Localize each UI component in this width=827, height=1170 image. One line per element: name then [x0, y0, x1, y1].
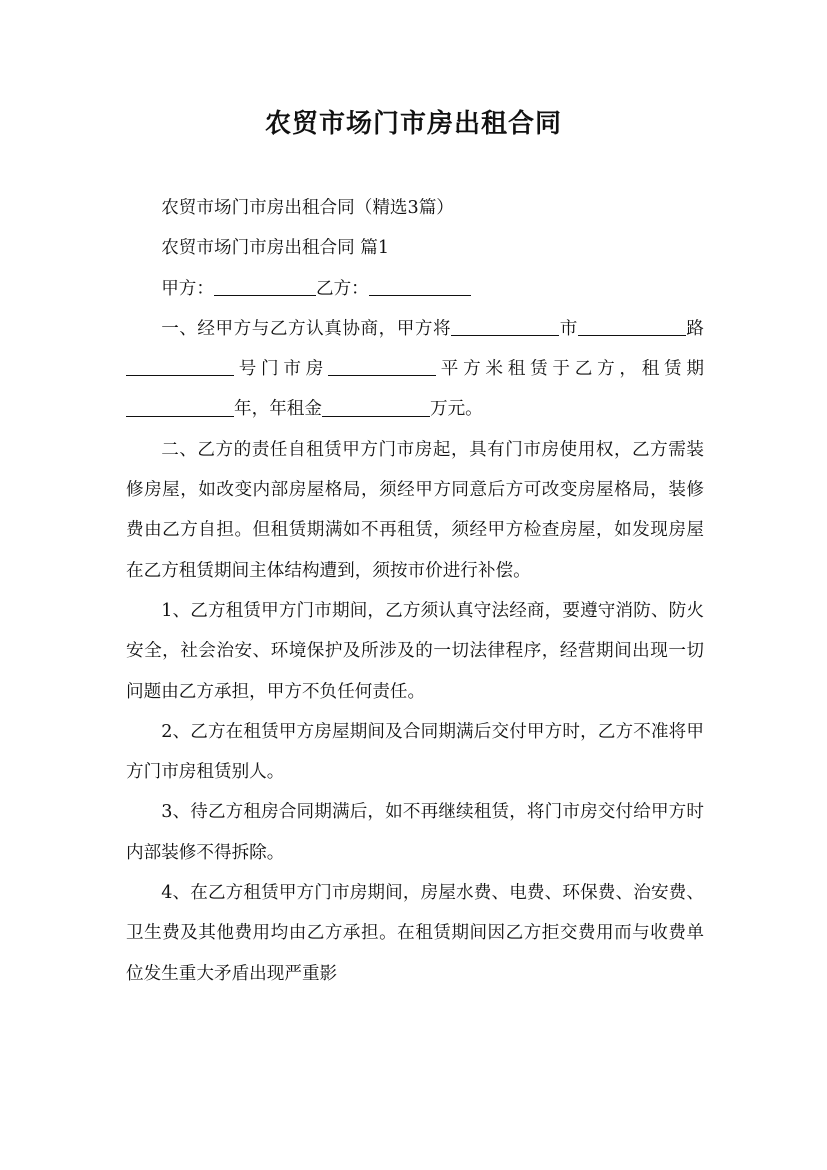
rent-blank [322, 397, 430, 416]
clause-1-seg6: 年，年租金 [234, 399, 322, 420]
item-2: 2、乙方在租赁甲方房屋期间及合同期满后交付甲方时，乙方不准将甲方门市房租赁别人。 [126, 721, 704, 783]
party-b-blank [369, 276, 471, 295]
clause-2: 二、乙方的责任自租赁甲方门市房起，具有门市房使用权，乙方需装修房屋，如改变内部房屋格局，须经甲方同意后方可改变房屋格局，装修费由乙方自担。但租赁期满如不再租赁，须经甲方检查房屋，如发现房屋在乙方租赁期间主体结构遭到，须按市价进行补偿。 [126, 439, 704, 581]
number-blank [126, 357, 234, 376]
clause-1-seg1: 一、经甲方与乙方认真协商，甲方将 [161, 318, 452, 339]
document-title: 农贸市场门市房出租合同 [264, 109, 562, 139]
clause-1-seg3: 路 [685, 318, 704, 339]
party-a-label: 甲方： [161, 278, 214, 299]
party-b-label: 乙方： [315, 278, 369, 299]
road-blank [578, 317, 686, 336]
subtitle-selection: 农贸市场门市房出租合同（精选3篇） [161, 198, 454, 218]
clause-1-seg4: 号门市房 [234, 359, 329, 380]
subtitle-part: 农贸市场门市房出租合同 篇1 [161, 238, 390, 259]
clause-1-seg5: 平方米租赁于乙方，租赁期 [436, 359, 704, 380]
city-blank [451, 317, 559, 336]
area-blank [328, 357, 436, 376]
item-4: 4、在乙方租赁甲方门市房期间，房屋水费、电费、环保费、治安费、卫生费及其他费用均由乙方承担。在租赁期间因乙方拒交费用而与收费单位发生重大矛盾出现严重影 [126, 883, 704, 984]
item-1: 1、乙方租赁甲方门市期间，乙方须认真守法经商，要遵守消防、防火安全，社会治安、环境保护及所涉及的一切法律程序，经营期间出现一切问题由乙方承担，甲方不负任何责任。 [126, 600, 704, 702]
parties-line [126, 269, 704, 309]
clause-1-seg2: 市 [559, 318, 578, 339]
document-body [126, 188, 704, 994]
item-3: 3、待乙方租房合同期满后，如不再继续租赁，将门市房交付给甲方时内部装修不得拆除。 [126, 802, 704, 863]
clause-1-seg7: 万元。 [429, 399, 483, 420]
party-a-blank [214, 276, 316, 295]
term-blank [126, 397, 234, 416]
clause-1 [126, 309, 704, 430]
